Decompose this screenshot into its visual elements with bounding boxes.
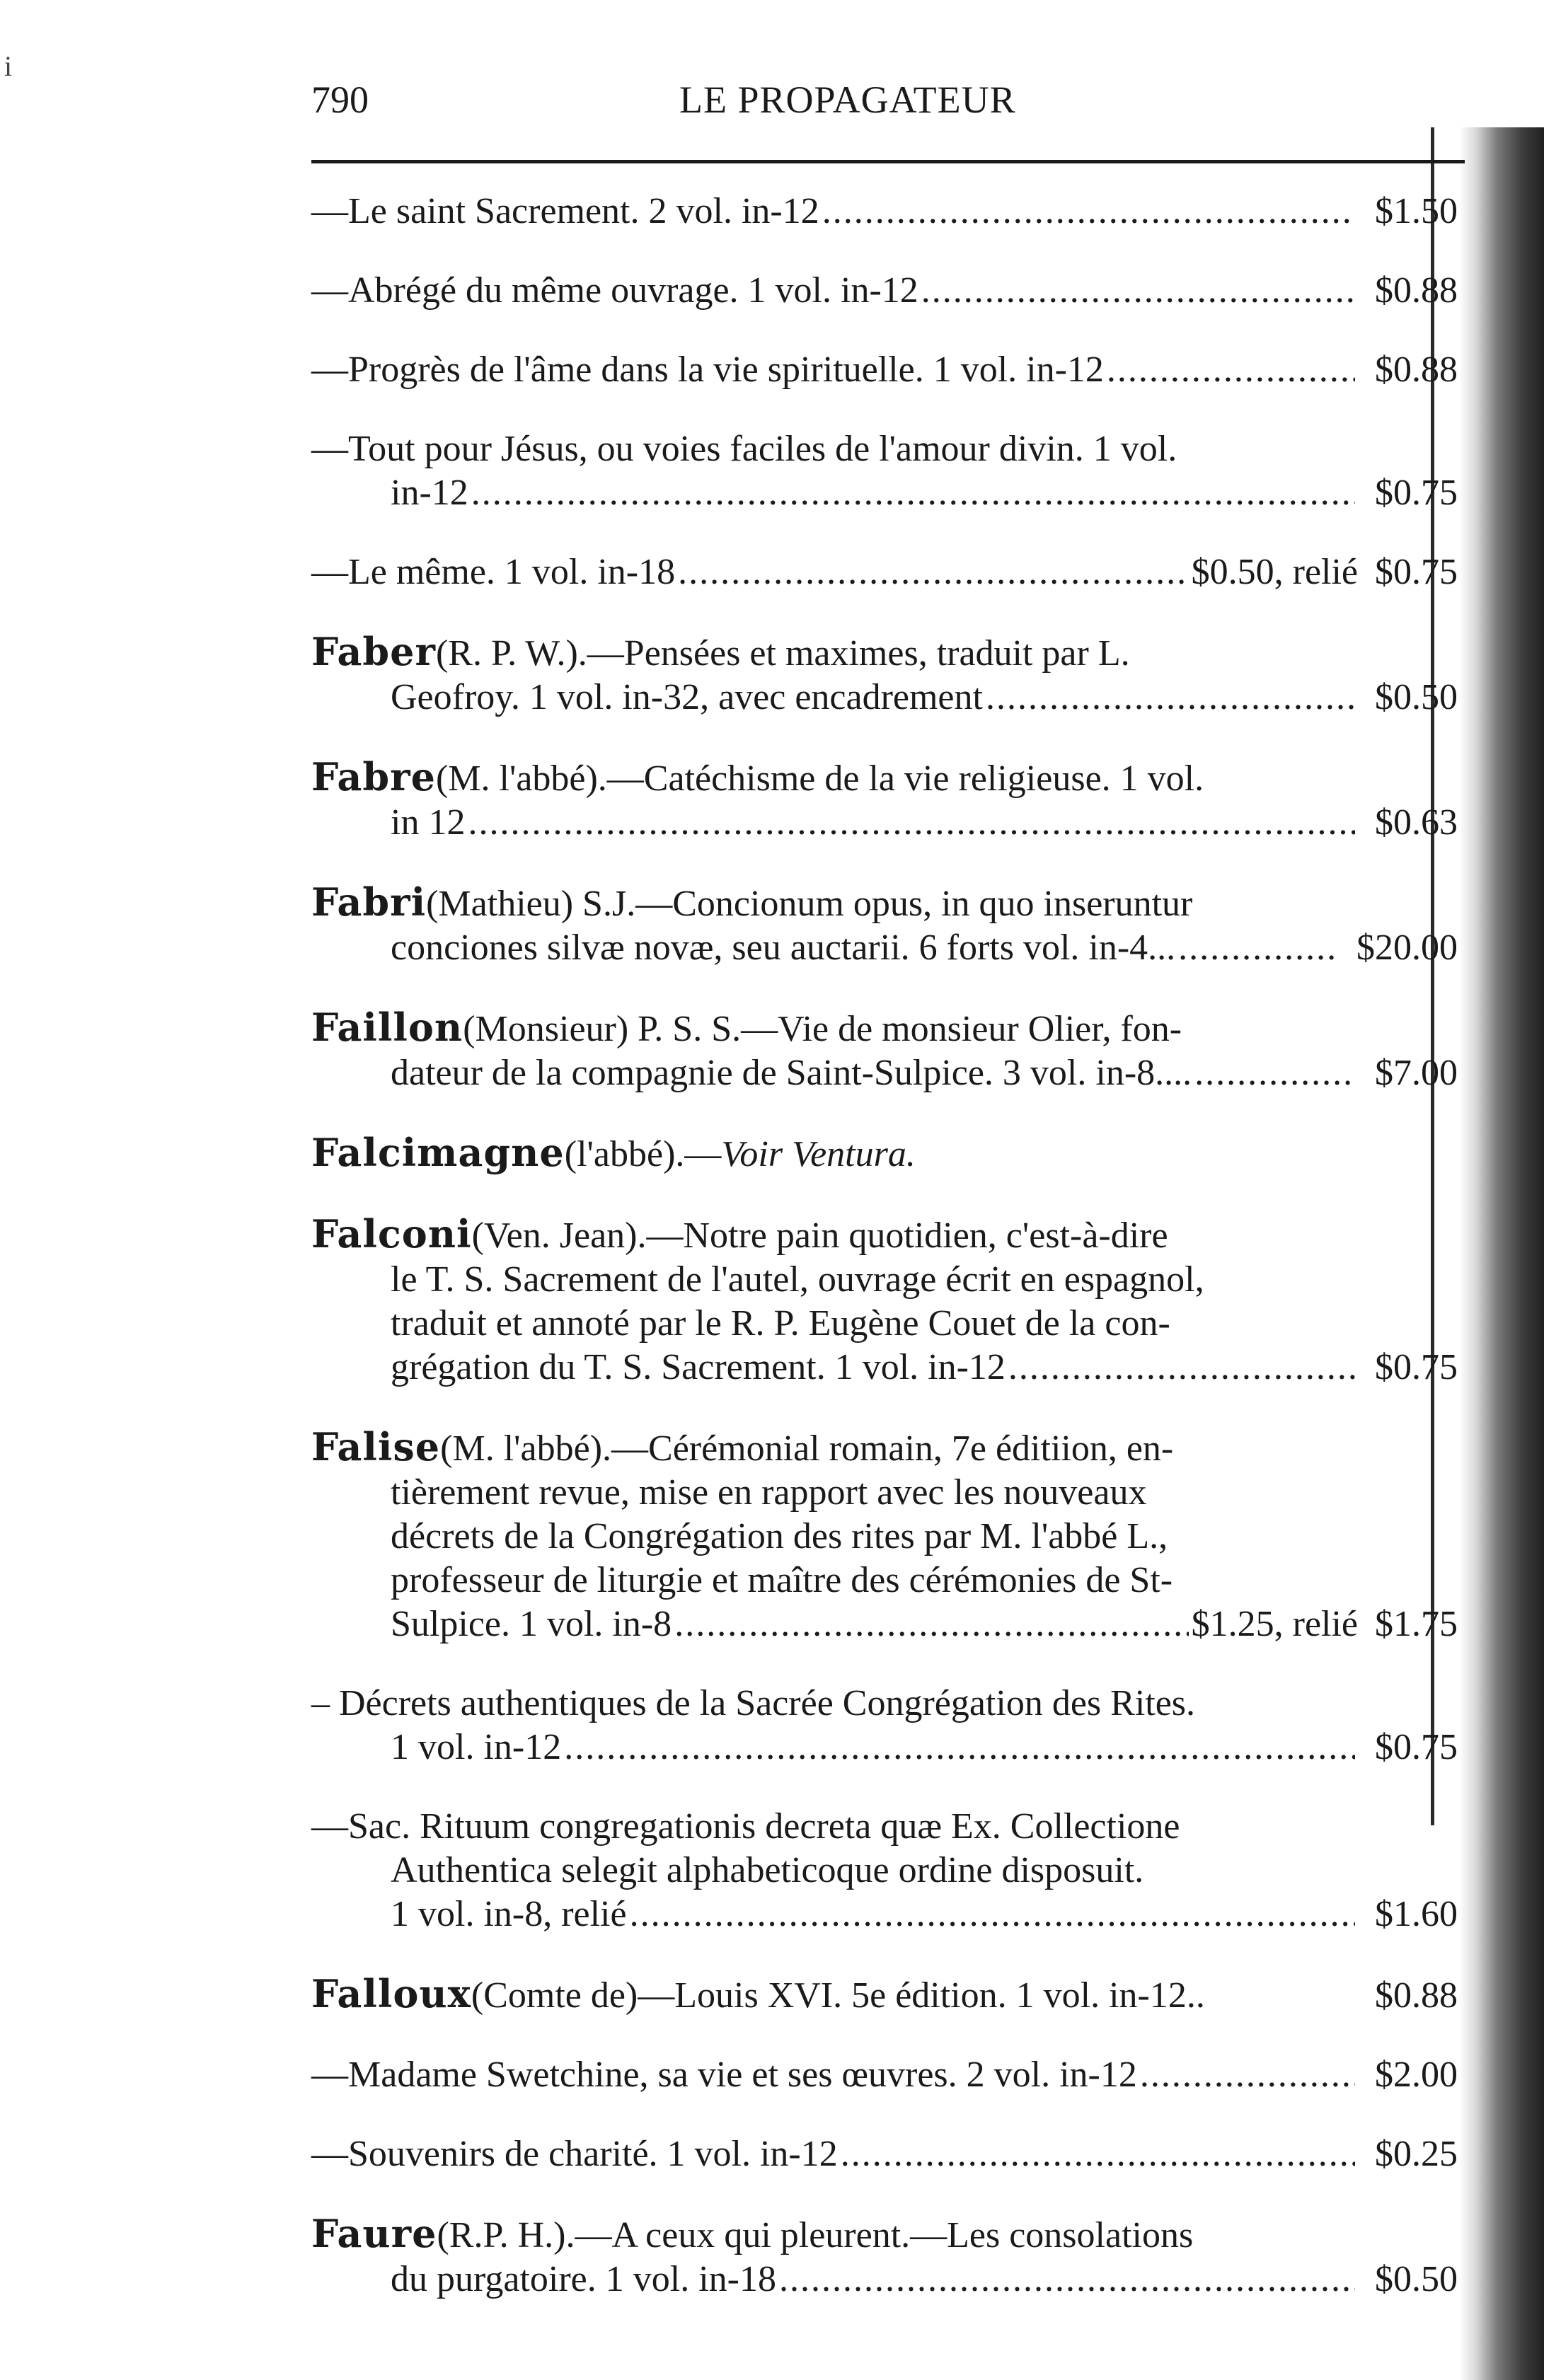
price: $0.75 bbox=[1375, 1727, 1458, 1767]
catalog-entry bbox=[311, 1212, 1458, 1390]
entry-line bbox=[311, 1805, 1458, 1849]
catalog-entry bbox=[311, 427, 1458, 515]
entry-line bbox=[311, 2212, 1458, 2258]
entry-text: traduit et annoté par le R. P. Eugène Couet de la con- bbox=[391, 1303, 1170, 1344]
header-rule bbox=[311, 160, 1465, 163]
entry-line bbox=[311, 1131, 1458, 1177]
entry-text: 1 vol. in-12 bbox=[391, 1727, 562, 1767]
leader-dots bbox=[1194, 1051, 1355, 1095]
leader-dots bbox=[1107, 348, 1355, 392]
entry-text: Geofroy. 1 vol. in-32, avec encadrement bbox=[391, 677, 983, 717]
leader-dots bbox=[1140, 2053, 1355, 2097]
author-name: Falloux bbox=[311, 1971, 471, 2016]
catalog-entry bbox=[311, 630, 1458, 720]
entry-line bbox=[311, 1346, 1458, 1390]
leader-dots bbox=[471, 471, 1355, 515]
leader-dots bbox=[630, 1893, 1355, 1936]
entry-text: le T. S. Sacrement de l'autel, ouvrage écrit en espagnol, bbox=[391, 1259, 1204, 1300]
catalog-entry bbox=[311, 550, 1458, 594]
entry-line bbox=[311, 1005, 1458, 1051]
price: $0.88 bbox=[1375, 350, 1458, 390]
catalog-entry bbox=[311, 1131, 1458, 1177]
entry-text: (Ven. Jean).—Notre pain quotidien, c'est-à-dire bbox=[471, 1215, 1168, 1256]
entry-line bbox=[311, 1559, 1458, 1602]
entry-line bbox=[311, 1051, 1458, 1095]
author-name: Falconi bbox=[311, 1211, 472, 1257]
price: $0.75 bbox=[1375, 552, 1458, 592]
price: $0.25 bbox=[1375, 2134, 1458, 2174]
entry-text: —Progrès de l'âme dans la vie spirituelle. 1 vol. in-12 bbox=[311, 350, 1104, 390]
entry-text: —Abrégé du même ouvrage. 1 vol. in-12 bbox=[311, 270, 918, 311]
catalog-entry bbox=[311, 1972, 1458, 2018]
leader-dots bbox=[678, 550, 1189, 594]
entry-text: – Décrets authentiques de la Sacrée Congrégation des Rites. bbox=[311, 1683, 1196, 1723]
entry-text: —Madame Swetchine, sa vie et ses œuvres. 2 vol. in-12 bbox=[311, 2055, 1137, 2095]
entry-line bbox=[311, 1893, 1458, 1936]
entry-text: conciones silvæ novæ, seu auctarii. 6 forts vol. in-4... bbox=[391, 928, 1176, 968]
entry-line bbox=[311, 2132, 1458, 2176]
entry-text: —Le même. 1 vol. in-18 bbox=[311, 552, 676, 592]
entry-text: professeur de liturgie et maître des cérémonies de St- bbox=[391, 1560, 1173, 1600]
entry-text: (M. l'abbé).—Catéchisme de la vie religieuse. 1 vol. bbox=[435, 758, 1204, 799]
price: $0.75 bbox=[1375, 1347, 1458, 1387]
stray-mark: i bbox=[4, 50, 13, 82]
entry-line bbox=[311, 1425, 1458, 1471]
entry-line bbox=[311, 1212, 1458, 1258]
leader-dots bbox=[921, 269, 1355, 313]
entry-line bbox=[311, 1849, 1458, 1893]
catalog-entry bbox=[311, 1682, 1458, 1769]
price: $0.88 bbox=[1375, 270, 1458, 311]
catalog-entry bbox=[311, 2132, 1458, 2176]
entry-line bbox=[311, 755, 1458, 801]
author-name: Faillon bbox=[311, 1005, 463, 1050]
page-header bbox=[311, 78, 1429, 134]
entry-line bbox=[311, 2258, 1458, 2301]
entry-text: in 12 bbox=[391, 802, 466, 843]
entry-text: (l'abbé).— bbox=[564, 1134, 722, 1174]
entry-text: (Comte de)—Louis XVI. 5e édition. 1 vol. in-12.. bbox=[471, 1975, 1205, 2016]
entry-text: —Le saint Sacrement. 2 vol. in-12 bbox=[311, 191, 819, 231]
price: $1.75 bbox=[1375, 1604, 1458, 1644]
leader-dots bbox=[1008, 1346, 1355, 1390]
entry-line bbox=[311, 926, 1458, 970]
price: $20.00 bbox=[1356, 928, 1458, 968]
author-name: Falise bbox=[311, 1424, 441, 1469]
price: $1.60 bbox=[1375, 1894, 1458, 1934]
author-name: Faure bbox=[311, 2211, 437, 2256]
author-name: Fabre bbox=[311, 754, 436, 799]
entry-line bbox=[311, 550, 1458, 594]
price: $0.75 bbox=[1375, 473, 1458, 513]
entry-text: grégation du T. S. Sacrement. 1 vol. in-12 bbox=[391, 1347, 1006, 1387]
price: $0.50 bbox=[1375, 677, 1458, 717]
entry-text: —Souvenirs de charité. 1 vol. in-12 bbox=[311, 2134, 838, 2174]
entry-text: —Tout pour Jésus, ou voies faciles de l'amour divin. 1 vol. bbox=[311, 429, 1177, 469]
book-spine-shadow bbox=[1459, 127, 1544, 2380]
entry-line bbox=[311, 1258, 1458, 1302]
author-name: Fabri bbox=[311, 879, 427, 925]
leader-dots bbox=[986, 676, 1355, 720]
leader-dots bbox=[564, 1726, 1355, 1769]
entry-text: tièrement revue, mise en rapport avec les nouveaux bbox=[391, 1472, 1147, 1513]
entry-line bbox=[311, 1682, 1458, 1726]
price: $0.88 bbox=[1375, 1975, 1458, 2016]
leader-dots bbox=[779, 2258, 1355, 2301]
entry-line bbox=[311, 427, 1458, 471]
entry-text: 1 vol. in-8, relié bbox=[391, 1894, 627, 1934]
catalog-list bbox=[311, 190, 1458, 2337]
entry-text: (Mathieu) S.J.—Concionum opus, in quo inseruntur bbox=[426, 884, 1193, 924]
entry-line bbox=[311, 2053, 1458, 2097]
entry-line bbox=[311, 1602, 1458, 1646]
catalog-entry bbox=[311, 880, 1458, 970]
price-paper: $0.50, relié bbox=[1191, 552, 1358, 592]
entry-line bbox=[311, 1515, 1458, 1559]
leader-dots bbox=[674, 1602, 1188, 1646]
catalog-entry bbox=[311, 190, 1458, 233]
entry-line bbox=[311, 348, 1458, 392]
entry-line bbox=[311, 801, 1458, 845]
entry-line bbox=[311, 471, 1458, 515]
price-paper: $1.25, relié bbox=[1191, 1604, 1358, 1644]
entry-line bbox=[311, 1972, 1458, 2018]
catalog-entry bbox=[311, 1425, 1458, 1646]
catalog-entry bbox=[311, 348, 1458, 392]
catalog-entry bbox=[311, 755, 1458, 845]
entry-text: in-12 bbox=[391, 473, 468, 513]
entry-line bbox=[311, 630, 1458, 676]
price: $0.50 bbox=[1375, 2259, 1458, 2299]
catalog-entry bbox=[311, 2053, 1458, 2097]
leader-dots bbox=[468, 801, 1355, 845]
entry-line bbox=[311, 190, 1458, 233]
price: $7.00 bbox=[1375, 1053, 1458, 1093]
entry-text: (R.P. H.).—A ceux qui pleurent.—Les consolations bbox=[437, 2215, 1194, 2255]
cross-reference: Voir Ventura. bbox=[721, 1134, 916, 1174]
entry-text: dateur de la compagnie de Saint-Sulpice. 3 vol. in-8.... bbox=[391, 1053, 1192, 1093]
entry-text: Authentica selegit alphabeticoque ordine disposuit. bbox=[391, 1850, 1144, 1890]
price: $0.63 bbox=[1375, 802, 1458, 843]
price: $1.50 bbox=[1375, 191, 1458, 231]
entry-text: (M. l'abbé).—Cérémonial romain, 7e éditiion, en- bbox=[440, 1428, 1174, 1469]
entry-text: —Sac. Rituum congregationis decreta quæ Ex. Collectione bbox=[311, 1806, 1180, 1847]
entry-line bbox=[311, 269, 1458, 313]
running-title: LE PROPAGATEUR bbox=[679, 79, 1016, 121]
catalog-entry bbox=[311, 1805, 1458, 1936]
entry-line bbox=[311, 880, 1458, 926]
leader-dots bbox=[1178, 926, 1337, 970]
leader-dots bbox=[841, 2132, 1355, 2176]
entry-text: (Monsieur) P. S. S.—Vie de monsieur Olier, fon- bbox=[463, 1009, 1182, 1049]
entry-line bbox=[311, 1726, 1458, 1769]
author-name: Faber bbox=[311, 629, 436, 674]
catalog-entry bbox=[311, 269, 1458, 313]
entry-line bbox=[311, 676, 1458, 720]
catalog-entry bbox=[311, 1005, 1458, 1095]
price: $2.00 bbox=[1375, 2055, 1458, 2095]
catalog-entry bbox=[311, 2212, 1458, 2301]
leader-dots bbox=[822, 190, 1355, 233]
entry-text: décrets de la Congrégation des rites par M. l'abbé L., bbox=[391, 1516, 1168, 1556]
author-name: Falcimagne bbox=[311, 1130, 565, 1175]
entry-text: (R. P. W.).—Pensées et maximes, traduit par L. bbox=[435, 633, 1130, 674]
entry-text: du purgatoire. 1 vol. in-18 bbox=[391, 2259, 776, 2299]
entry-line bbox=[311, 1302, 1458, 1346]
entry-text: Sulpice. 1 vol. in-8 bbox=[391, 1604, 672, 1644]
page-number: 790 bbox=[311, 79, 369, 121]
entry-line bbox=[311, 1471, 1458, 1515]
